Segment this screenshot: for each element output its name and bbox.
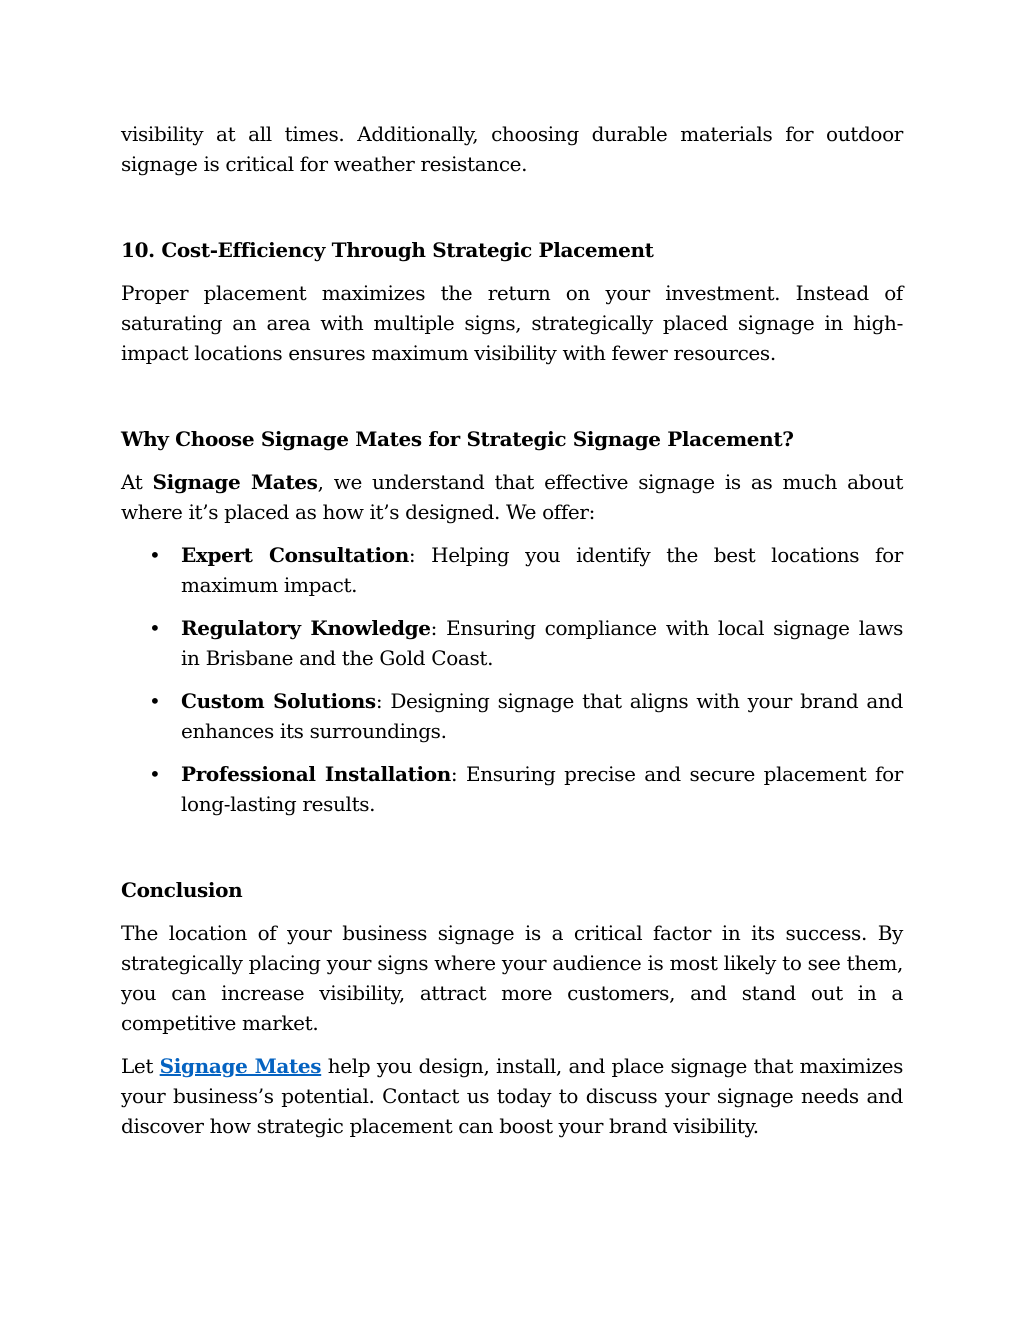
list-item-text: : Helping you identify the best locations for maximum impact.: [181, 543, 903, 597]
why-intro-brand: Signage Mates: [152, 470, 318, 494]
bullet-icon: •: [149, 543, 161, 567]
why-choose-intro: [121, 467, 903, 527]
list-item: [121, 540, 903, 600]
cta-suffix: help you design, install, and place signage that maximizes your business’s potential. Contact us today to discuss your signage needs and discover how strategic placement can boost your brand visibility.: [121, 1054, 904, 1138]
signage-mates-link[interactable]: Signage Mates: [159, 1054, 322, 1078]
why-intro-prefix: At: [121, 470, 153, 494]
list-item: [121, 613, 903, 673]
cta-paragraph: [121, 1051, 903, 1141]
list-item-title: Regulatory Knowledge: [181, 616, 431, 640]
why-choose-heading: Why Choose Signage Mates for Strategic Signage Placement?: [121, 427, 794, 451]
list-item: [121, 686, 903, 746]
list-item-title: Professional Installation: [181, 762, 451, 786]
section-10-heading: 10. Cost-Efficiency Through Strategic Placement: [121, 238, 654, 262]
bullet-icon: •: [149, 762, 161, 786]
section-10-paragraph: Proper placement maximizes the return on your investment. Instead of saturating an area with multiple signs, strategically placed signage in high-impact locations ensures maximum visibility with fewer resources.: [121, 281, 903, 365]
list-item-title: Custom Solutions: [181, 689, 376, 713]
document-page: [121, 119, 903, 1141]
list-item: [121, 759, 903, 819]
why-intro-suffix: , we understand that effective signage is as much about where it’s placed as how it’s designed. We offer:: [121, 470, 904, 524]
list-item-title: Expert Consultation: [181, 543, 409, 567]
list-item-text: : Ensuring compliance with local signage laws in Brisbane and the Gold Coast.: [181, 616, 903, 670]
intro-paragraph: visibility at all times. Additionally, choosing durable materials for outdoor signage is critical for weather resistance.: [121, 122, 903, 176]
bullet-icon: •: [149, 689, 161, 713]
bullet-icon: •: [149, 616, 161, 640]
conclusion-heading: Conclusion: [121, 878, 243, 902]
offer-list: [121, 540, 903, 819]
list-item-text: : Ensuring precise and secure placement for long-lasting results.: [181, 762, 903, 816]
list-item-text: : Designing signage that aligns with your brand and enhances its surroundings.: [181, 689, 903, 743]
conclusion-paragraph: The location of your business signage is a critical factor in its success. By strategically placing your signs where your audience is most likely to see them, you can increase visibility, attract more customers, and stand out in a competitive market.: [121, 921, 903, 1035]
cta-prefix: Let: [121, 1054, 160, 1078]
